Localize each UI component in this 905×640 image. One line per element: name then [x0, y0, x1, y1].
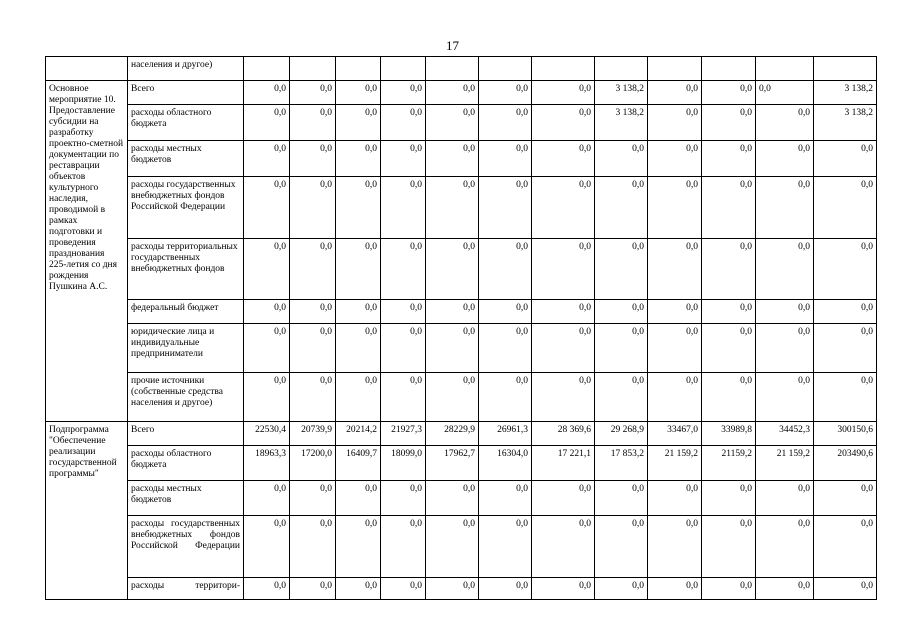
source-cell: расходы территориальных государственных внебюджетных фондов	[128, 239, 244, 300]
value-cell: 34452,3	[756, 422, 814, 446]
value-cell: 0,0	[479, 373, 532, 422]
value-cell: 0,0	[756, 578, 814, 600]
value-cell: 0,0	[756, 324, 814, 373]
value-cell: 0,0	[290, 141, 336, 177]
value-cell: 0,0	[426, 516, 479, 578]
value-cell: 0,0	[479, 141, 532, 177]
value-cell: 0,0	[336, 300, 381, 324]
value-cell: 0,0	[595, 239, 648, 300]
value-cell: 0,0	[290, 481, 336, 516]
value-cell: 0,0	[702, 300, 756, 324]
value-cell: 0,0	[426, 324, 479, 373]
source-cell: населения и другое)	[128, 57, 244, 81]
value-cell: 0,0	[336, 105, 381, 141]
value-cell: 0,0	[702, 105, 756, 141]
value-cell: 0,0	[244, 81, 290, 105]
value-cell: 0,0	[479, 516, 532, 578]
page-number: 17	[446, 38, 459, 53]
source-cell: расходы местных бюджетов	[128, 481, 244, 516]
value-cell: 0,0	[756, 177, 814, 239]
value-cell: 0,0	[648, 105, 702, 141]
value-cell: 0,0	[702, 81, 756, 105]
value-cell: 0,0	[290, 516, 336, 578]
value-cell: 0,0	[479, 324, 532, 373]
value-cell: 0,0	[244, 239, 290, 300]
value-cell	[595, 57, 648, 81]
value-cell	[814, 57, 877, 81]
value-cell: 203490,6	[814, 446, 877, 481]
value-cell: 0,0	[426, 300, 479, 324]
value-cell: 18963,3	[244, 446, 290, 481]
value-cell: 0,0	[814, 324, 877, 373]
value-cell: 0,0	[381, 516, 426, 578]
source-cell: расходы областного бюджета	[128, 105, 244, 141]
value-cell: 0,0	[595, 300, 648, 324]
value-cell: 0,0	[702, 177, 756, 239]
value-cell: 33989,8	[702, 422, 756, 446]
value-cell: 0,0	[336, 516, 381, 578]
value-cell: 300150,6	[814, 422, 877, 446]
value-cell: 3 138,2	[814, 81, 877, 105]
table-row	[46, 324, 877, 373]
value-cell: 0,0	[756, 373, 814, 422]
value-cell: 0,0	[595, 141, 648, 177]
value-cell: 0,0	[381, 239, 426, 300]
value-cell: 0,0	[532, 239, 595, 300]
source-cell: расходы территори-	[128, 578, 244, 600]
value-cell: 0,0	[290, 239, 336, 300]
value-cell: 0,0	[532, 373, 595, 422]
value-cell	[381, 57, 426, 81]
value-cell	[479, 57, 532, 81]
value-cell: 0,0	[244, 177, 290, 239]
value-cell: 0,0	[381, 105, 426, 141]
value-cell: 0,0	[648, 324, 702, 373]
value-cell: 0,0	[336, 141, 381, 177]
value-cell: 0,0	[702, 578, 756, 600]
value-cell: 0,0	[595, 516, 648, 578]
value-cell: 0,0	[702, 141, 756, 177]
value-cell: 0,0	[381, 81, 426, 105]
value-cell: 0,0	[479, 239, 532, 300]
value-cell: 0,0	[244, 578, 290, 600]
value-cell: 3 138,2	[814, 105, 877, 141]
value-cell: 0,0	[381, 300, 426, 324]
value-cell: 0,0	[244, 373, 290, 422]
value-cell: 0,0	[426, 481, 479, 516]
value-cell	[532, 57, 595, 81]
value-cell: 17 853,2	[595, 446, 648, 481]
value-cell: 22530,4	[244, 422, 290, 446]
value-cell: 0,0	[479, 578, 532, 600]
table-row	[46, 446, 877, 481]
source-cell: прочие источники (собственные средства населения и другое)	[128, 373, 244, 422]
value-cell: 28229,9	[426, 422, 479, 446]
value-cell	[244, 57, 290, 81]
value-cell: 0,0	[381, 141, 426, 177]
value-cell: 17 221,1	[532, 446, 595, 481]
value-cell: 0,0	[532, 324, 595, 373]
value-cell: 0,0	[814, 373, 877, 422]
value-cell: 0,0	[336, 578, 381, 600]
value-cell: 0,0	[595, 373, 648, 422]
value-cell: 0,0	[648, 141, 702, 177]
value-cell: 0,0	[336, 81, 381, 105]
value-cell: 0,0	[595, 481, 648, 516]
value-cell: 0,0	[814, 516, 877, 578]
value-cell: 0,0	[336, 373, 381, 422]
value-cell: 0,0	[814, 141, 877, 177]
value-cell	[426, 57, 479, 81]
table-row	[46, 141, 877, 177]
value-cell	[756, 57, 814, 81]
value-cell: 0,0	[756, 141, 814, 177]
source-cell: юридические лица и индивидуальные предприниматели	[128, 324, 244, 373]
value-cell: 3 138,2	[595, 105, 648, 141]
value-cell: 0,0	[381, 481, 426, 516]
value-cell: 0,0	[702, 516, 756, 578]
value-cell: 0,0	[426, 141, 479, 177]
value-cell: 16409,7	[336, 446, 381, 481]
value-cell: 0,0	[381, 177, 426, 239]
source-cell: Всего	[128, 422, 244, 446]
value-cell: 0,0	[426, 578, 479, 600]
value-cell: 0,0	[648, 578, 702, 600]
value-cell: 0,0	[532, 177, 595, 239]
value-cell: 3 138,2	[595, 81, 648, 105]
value-cell: 0,0	[756, 300, 814, 324]
value-cell	[290, 57, 336, 81]
value-cell: 0,0	[756, 239, 814, 300]
value-cell: 0,0	[756, 81, 814, 105]
value-cell: 0,0	[426, 373, 479, 422]
table-row	[46, 177, 877, 239]
value-cell: 0,0	[648, 516, 702, 578]
event-cell	[46, 57, 128, 81]
source-cell: расходы областного бюджета	[128, 446, 244, 481]
value-cell: 0,0	[532, 105, 595, 141]
value-cell: 0,0	[648, 373, 702, 422]
source-cell: расходы местных бюджетов	[128, 141, 244, 177]
value-cell: 0,0	[595, 324, 648, 373]
value-cell: 0,0	[244, 481, 290, 516]
value-cell: 33467,0	[648, 422, 702, 446]
value-cell: 21927,3	[381, 422, 426, 446]
value-cell: 0,0	[244, 516, 290, 578]
value-cell: 20214,2	[336, 422, 381, 446]
value-cell	[336, 57, 381, 81]
value-cell: 29 268,9	[595, 422, 648, 446]
value-cell: 0,0	[426, 105, 479, 141]
value-cell: 0,0	[648, 239, 702, 300]
value-cell: 0,0	[648, 481, 702, 516]
value-cell: 18099,0	[381, 446, 426, 481]
value-cell: 0,0	[814, 300, 877, 324]
value-cell: 0,0	[814, 239, 877, 300]
value-cell: 0,0	[756, 481, 814, 516]
value-cell: 0,0	[336, 177, 381, 239]
value-cell: 0,0	[244, 324, 290, 373]
value-cell: 0,0	[532, 481, 595, 516]
value-cell: 17200,0	[290, 446, 336, 481]
value-cell: 0,0	[290, 105, 336, 141]
value-cell: 0,0	[290, 81, 336, 105]
value-cell: 0,0	[814, 481, 877, 516]
table-row	[46, 239, 877, 300]
value-cell: 0,0	[479, 481, 532, 516]
value-cell: 0,0	[532, 141, 595, 177]
value-cell: 0,0	[702, 373, 756, 422]
table-row	[46, 300, 877, 324]
table-row	[46, 57, 877, 81]
value-cell: 0,0	[532, 516, 595, 578]
value-cell	[702, 57, 756, 81]
source-cell: расходы государственных внебюджетных фондов Российской Федерации	[128, 516, 244, 578]
value-cell: 0,0	[702, 481, 756, 516]
value-cell: 16304,0	[479, 446, 532, 481]
value-cell: 28 369,6	[532, 422, 595, 446]
value-cell: 0,0	[814, 578, 877, 600]
value-cell: 0,0	[426, 177, 479, 239]
value-cell: 0,0	[702, 324, 756, 373]
value-cell: 0,0	[532, 300, 595, 324]
value-cell: 0,0	[595, 177, 648, 239]
table-row	[46, 105, 877, 141]
table-row	[46, 373, 877, 422]
value-cell: 17962,7	[426, 446, 479, 481]
value-cell: 0,0	[426, 239, 479, 300]
value-cell: 0,0	[290, 578, 336, 600]
value-cell: 0,0	[756, 105, 814, 141]
table-row	[46, 81, 877, 105]
value-cell: 0,0	[479, 81, 532, 105]
event-cell: Основное мероприятие 10. Предоставление субсидии на разработку проектно-сметной документации по реставрации объектов культурного наследия, проводимой в рамках подготовки и проведения празднования 225-летия со дня рождения Пушкина А.С.	[46, 81, 128, 422]
value-cell: 0,0	[426, 81, 479, 105]
value-cell: 21159,2	[702, 446, 756, 481]
value-cell: 0,0	[336, 324, 381, 373]
value-cell: 0,0	[290, 324, 336, 373]
value-cell	[648, 57, 702, 81]
value-cell: 21 159,2	[648, 446, 702, 481]
event-cell: Подпрограмма "Обеспечение реализации государственной программы"	[46, 422, 128, 600]
value-cell: 0,0	[381, 373, 426, 422]
source-cell: Всего	[128, 81, 244, 105]
value-cell: 0,0	[479, 177, 532, 239]
value-cell: 0,0	[756, 516, 814, 578]
value-cell: 0,0	[290, 373, 336, 422]
value-cell: 21 159,2	[756, 446, 814, 481]
value-cell: 0,0	[479, 105, 532, 141]
value-cell: 0,0	[648, 81, 702, 105]
table-row	[46, 481, 877, 516]
value-cell: 0,0	[814, 177, 877, 239]
value-cell: 20739,9	[290, 422, 336, 446]
value-cell: 0,0	[244, 105, 290, 141]
value-cell: 0,0	[244, 141, 290, 177]
value-cell: 0,0	[532, 81, 595, 105]
value-cell: 0,0	[336, 481, 381, 516]
table-row	[46, 578, 877, 600]
value-cell: 0,0	[648, 300, 702, 324]
value-cell: 0,0	[381, 324, 426, 373]
value-cell: 0,0	[595, 578, 648, 600]
value-cell: 0,0	[648, 177, 702, 239]
value-cell: 0,0	[702, 239, 756, 300]
value-cell: 0,0	[336, 239, 381, 300]
value-cell: 0,0	[290, 300, 336, 324]
value-cell: 26961,3	[479, 422, 532, 446]
value-cell: 0,0	[381, 578, 426, 600]
value-cell: 0,0	[290, 177, 336, 239]
value-cell: 0,0	[532, 578, 595, 600]
source-cell: федеральный бюджет	[128, 300, 244, 324]
value-cell: 0,0	[244, 300, 290, 324]
source-cell: расходы государственных внебюджетных фондов Российской Федерации	[128, 177, 244, 239]
table-row	[46, 422, 877, 446]
value-cell: 0,0	[479, 300, 532, 324]
budget-table	[45, 56, 877, 600]
table-row	[46, 516, 877, 578]
